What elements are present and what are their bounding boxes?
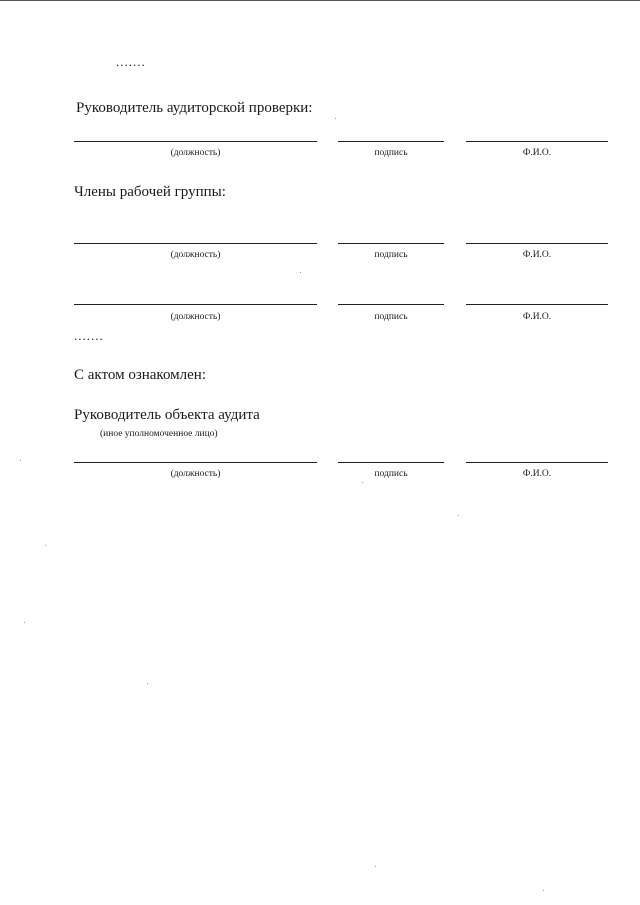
ellipsis-mid: ....... <box>74 328 104 343</box>
signature-caption: подпись <box>374 312 408 322</box>
signature-line <box>338 243 444 244</box>
name-line <box>466 141 608 142</box>
name-caption: Ф.И.О. <box>522 312 552 322</box>
object-head-note: (иное уполномоченное лицо) <box>100 429 218 439</box>
scan-speck <box>45 545 46 546</box>
position-line <box>74 243 317 244</box>
scan-top-edge <box>0 0 640 1</box>
name-caption: Ф.И.О. <box>522 250 552 260</box>
scan-speck <box>20 460 21 461</box>
position-caption: (должность) <box>170 148 221 158</box>
signature-line <box>338 304 444 305</box>
name-line <box>466 304 608 305</box>
scan-speck <box>543 890 544 891</box>
position-caption: (должность) <box>170 250 221 260</box>
position-line <box>74 141 317 142</box>
scan-speck <box>147 683 148 684</box>
object-head-label: Руководитель объекта аудита <box>74 407 260 423</box>
scan-speck <box>458 515 459 516</box>
name-line <box>466 243 608 244</box>
position-caption: (должность) <box>170 469 221 479</box>
name-line <box>466 462 608 463</box>
name-caption: Ф.И.О. <box>522 148 552 158</box>
signature-caption: подпись <box>374 148 408 158</box>
signature-caption: подпись <box>374 469 408 479</box>
auditor-heading: Руководитель аудиторской проверки: <box>76 100 313 116</box>
name-caption: Ф.И.О. <box>522 469 552 479</box>
scan-speck <box>362 482 363 483</box>
scan-speck <box>300 272 301 273</box>
team-heading: Члены рабочей группы: <box>74 184 226 200</box>
signature-line <box>338 462 444 463</box>
signature-line <box>338 141 444 142</box>
ellipsis-top: ....... <box>116 54 146 69</box>
position-line <box>74 304 317 305</box>
acquainted-heading: С актом ознакомлен: <box>74 367 206 383</box>
scan-speck <box>24 622 25 623</box>
scan-speck <box>335 118 336 119</box>
signature-caption: подпись <box>374 250 408 260</box>
position-line <box>74 462 317 463</box>
scan-speck <box>375 866 376 867</box>
position-caption: (должность) <box>170 312 221 322</box>
